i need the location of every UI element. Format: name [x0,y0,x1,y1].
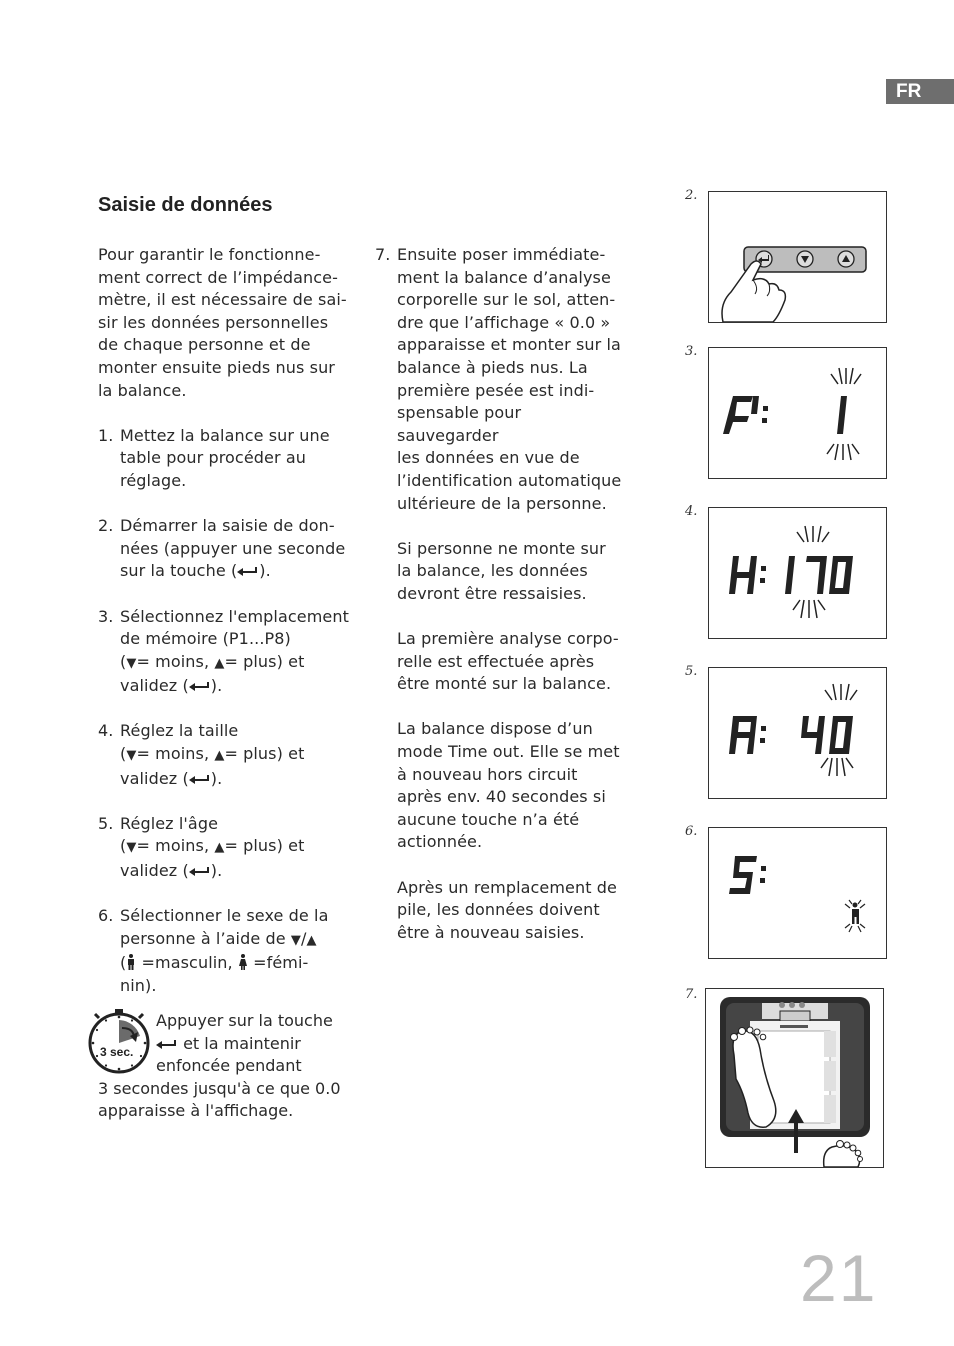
step-2 [98,515,354,583]
figure-number: 6. [685,824,698,839]
step-number: 1. [98,425,114,445]
step-text-part: Sélectionnez l'emplacement de mémoire (P1...P8) ( [120,606,349,671]
hold-note-text: et la maintenir [178,1033,301,1053]
step-text-part: Réglez l'âge ( [120,813,219,856]
figure-6-display-panel [708,827,887,959]
step-text-part: = moins, [136,651,215,671]
step-text-part: =fémi- nin). [120,953,309,995]
up-arrow-icon: ▲ [214,655,225,671]
step-text-part: = plus) et validez ( [120,836,305,881]
step-text: Ensuite poser immédiate- ment la balance d’analyse corporelle sur le sol, atten- dre que l’affichage « 0.0 » apparaisse et monter sur la balance à pieds nus. La première pesée est indi- spensable pour sauvegarder les données en vue de l’identification automatique ultérieure de la personne. [397,245,622,513]
step-6 [98,905,354,997]
step-text [120,905,354,997]
figure-5-display-panel [708,667,887,799]
paragraph: La balance dispose d’un mode Time out. Elle se met à nouveau hors circuit après env. 40 secondes si aucune touche n’a été actionnée. [397,719,620,852]
step-3 [98,606,354,698]
step-text-part: =masculin, [136,953,238,973]
figure-number: 7. [685,987,698,1002]
step-text-part: ). [210,861,223,881]
step-text-part: ( [120,953,127,973]
step-number: 3. [98,606,114,626]
lcd-display-h170 [709,508,886,638]
enter-icon [156,1039,178,1049]
step-number: 7. [375,245,391,264]
hold-note [98,1010,348,1123]
scale-illustration [706,989,883,1167]
step-1 [98,425,354,493]
enter-icon [189,774,211,784]
step-text-part: / [300,928,307,948]
down-arrow-icon: ▼ [290,932,301,948]
up-arrow-icon: ▲ [306,932,317,948]
hold-note-line: 3 secondes jusqu'à ce que 0.0 [98,1078,341,1098]
lcd-display-a40 [709,668,886,798]
up-arrow-icon: ▲ [214,748,225,764]
hold-note-line: Appuyer sur la touche [156,1011,333,1030]
figure-3-display-panel [708,347,887,479]
hold-note-line: enfoncée pendant [156,1056,302,1076]
left-column [98,244,354,1020]
step-text-part: = moins, [136,744,215,764]
up-arrow-icon: ▲ [214,840,225,856]
figure-2-button-panel [708,191,887,323]
page-number: 21 [800,1241,878,1315]
step-5 [98,813,354,883]
step-text-part: = plus) et validez ( [120,744,305,788]
step-text-part: ). [259,561,271,581]
middle-column [375,244,625,967]
figure-number: 2. [685,188,698,203]
step-text [120,515,354,583]
down-arrow-icon: ▼ [126,748,137,764]
language-tab: FR [886,79,954,104]
hold-note-line: apparaisse à l'affichage. [98,1101,294,1121]
section-title: Saisie de données [98,194,273,216]
step-number: 5. [98,813,114,833]
paragraph: Si personne ne monte sur la balance, les données devront être ressaisies. [397,538,606,603]
step-number: 4. [98,721,114,741]
step-number: 2. [98,516,114,536]
lcd-display-sex [709,828,886,958]
figure-4-display-panel [708,507,887,639]
step-text [120,720,354,790]
step-text-part: = moins, [136,836,215,856]
timer-label: 3 sec. [100,1045,134,1059]
male-icon [126,954,136,970]
step-text [120,606,354,698]
step-text-part: Réglez la taille ( [120,721,239,764]
step-4 [98,720,354,790]
keypad-press-illustration [709,192,886,322]
step-text-part: ). [210,768,223,788]
enter-icon [189,681,211,691]
step-text-part: Démarrer la saisie de don- nées (appuyer une seconde sur la touche ( [120,516,346,581]
lcd-display-p1 [709,348,886,478]
enter-icon [237,566,259,576]
figure-7-scale-panel [705,988,884,1168]
hold-note-line [98,1033,348,1056]
female-icon [238,954,248,970]
step-text [120,813,354,883]
step-text-part: ). [210,676,223,696]
paragraph: La première analyse corpo- relle est effectuée après être monté sur la balance. [397,629,619,694]
intro-paragraph: Pour garantir le fonctionne- ment correct de l’impédance- mètre, il est nécessaire de sai- sir les données personnelles de chaque personne et de monter ensuite pieds nus sur la balance. [98,245,347,400]
enter-icon [189,866,211,876]
step-7 [375,244,625,515]
figure-number: 4. [685,504,698,519]
step-number: 6. [98,906,114,926]
figure-number: 3. [685,344,698,359]
down-arrow-icon: ▼ [126,840,137,856]
step-text: Mettez la balance sur une table pour procéder au réglage. [120,425,330,490]
down-arrow-icon: ▼ [126,655,137,671]
paragraph: Après un remplacement de pile, les données doivent être à nouveau saisies. [397,877,617,942]
figure-number: 5. [685,664,698,679]
step-text-part: Sélectionner le sexe de la personne à l’aide de [120,906,329,948]
step-text-part: = plus) et validez ( [120,651,305,696]
